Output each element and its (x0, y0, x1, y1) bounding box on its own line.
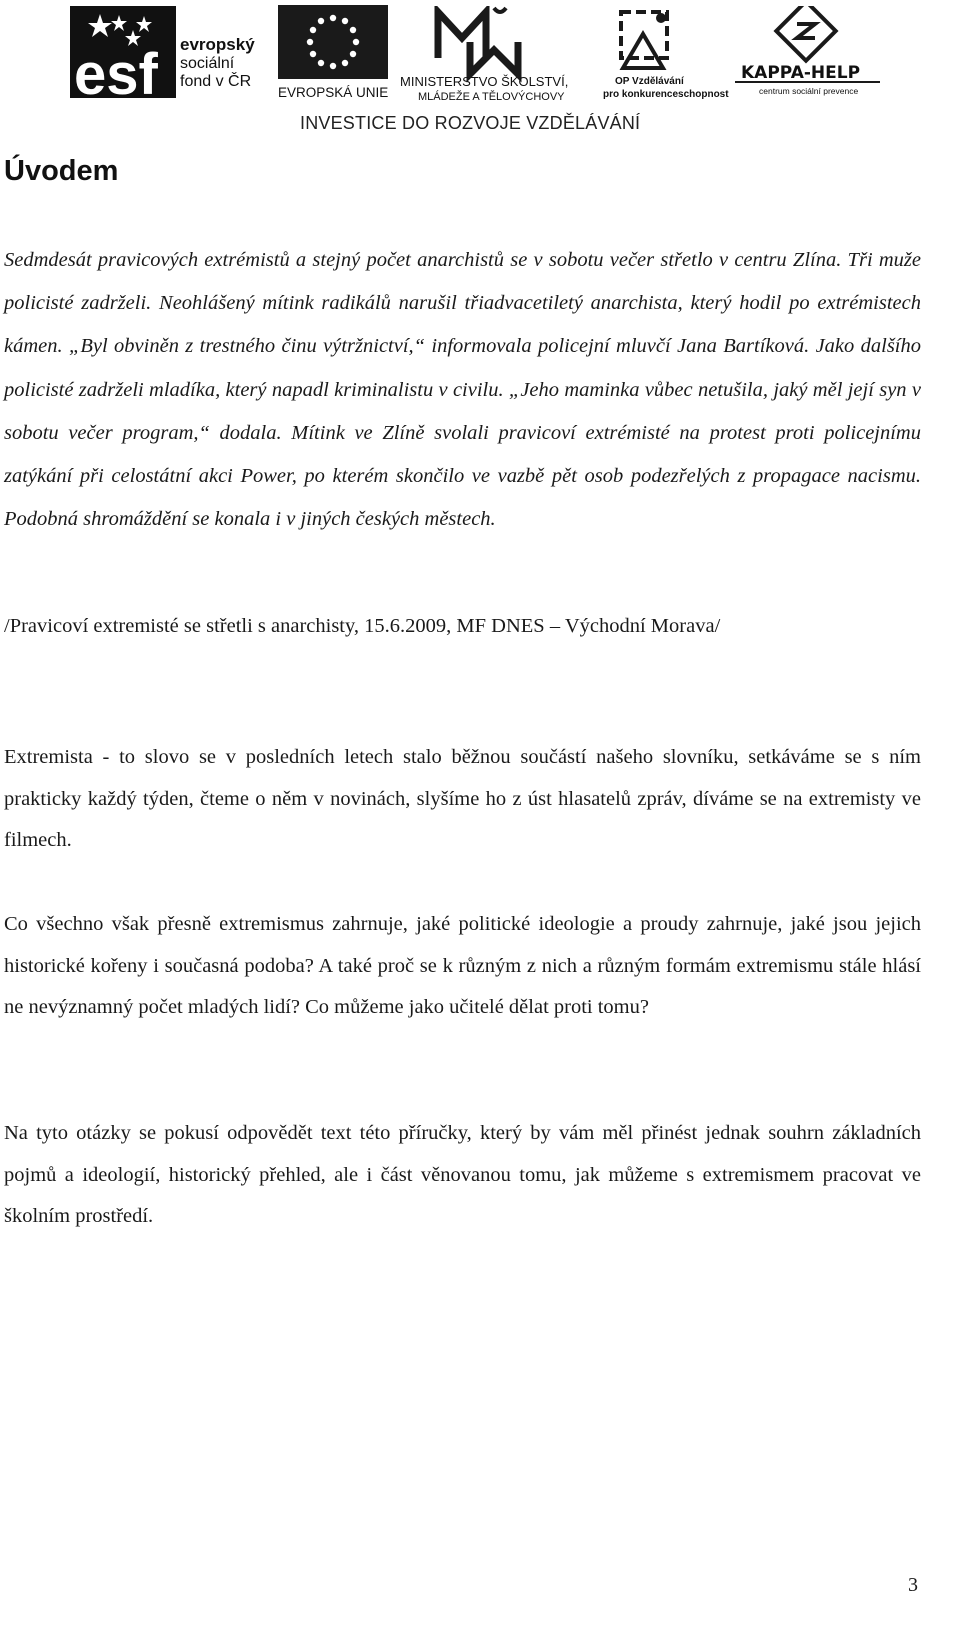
esf-logo (70, 6, 260, 98)
op-vzdelavani-logo (603, 8, 733, 100)
quote-source: /Pravicoví extremisté se střetli s anarchisty, 15.6.2009, MF DNES – Východní Morava/ (4, 615, 721, 637)
op-text-2: pro konkurenceschopnost (603, 89, 729, 100)
logo-strip (0, 0, 960, 140)
page-title: Úvodem (4, 155, 119, 187)
msmt-text-2: MLÁDEŽE A TĚLOVÝCHOVY (418, 91, 565, 102)
op-text-1: OP Vzdělávání (615, 76, 684, 87)
esf-text-2: sociální (180, 55, 235, 72)
body-paragraph-3: Na tyto otázky se pokusí odpovědět text této příručky, který by vám měl přinést jednak souhrn základních pojmů a ideologií, historický přehled, ale i část věnovanou tomu, jak můžeme s extremismem pracovat ve školním prostředí. (4, 1122, 921, 1227)
body-paragraph-1: Extremista - to slovo se v posledních letech stalo běžnou součástí našeho slovníku, setkáváme se s ním prakticky každý týden, čteme o něm v novinách, slyšíme ho z úst hlasatelů zpráv, díváme se na extremisty ve filmech. (4, 746, 921, 851)
esf-text-3: fond v ČR (180, 73, 252, 90)
kappa-help-logo (735, 6, 883, 98)
eu-flag-logo (278, 5, 398, 100)
investice-slogan: INVESTICE DO ROZVOJE VZDĚLÁVÁNÍ (300, 113, 641, 133)
eu-text: EVROPSKÁ UNIE (278, 85, 389, 100)
msmt-logo (400, 6, 595, 102)
svg-text:esf: esf (74, 42, 158, 98)
page-number: 3 (908, 1574, 918, 1596)
esf-text-1: evropský (180, 35, 255, 54)
msmt-text-1: MINISTERSTVO ŠKOLSTVÍ, (400, 74, 569, 89)
quote-paragraph: Sedmdesát pravicových extrémistů a stejný počet anarchistů se v sobotu večer střetlo v centru Zlína. Tři muže policisté zadrželi. Neohlášený mítink radikálů narušil třiadvacetiletý anarchista, který hodil po extrémistech kámen. „Byl obviněn z trestného činu výtržnictví,“ informovala policejní mluvčí Jana Bartíková. Jako dalšího policisté zadrželi mladíka, který napadl kriminalistu v civilu. „Jeho maminka vůbec netušila, jaký měl její syn v sobotu večer program,“ dodala. Mítink ve Zlíně svolali pravicoví extrémisté na protest proti policejnímu zatýkání při celostátní akci Power, po kterém skončilo ve vazbě pět osob podezřelých z propagace nacismu. Podobná shromáždění se konala i v jiných českých městech. (4, 249, 921, 531)
body-paragraph-2: Co všechno však přesně extremismus zahrnuje, jaké politické ideologie a proudy zahrnuje, jaké jsou jejich historické kořeny i současná podoba? A také proč se k různým z nich a různým formám extremismu stále hlásí ne nevýznamný počet mladých lidí? Co můžeme jako učitelé dělat proti tomu? (4, 913, 921, 1018)
kappa-text-1: KAPPA-HELP (741, 63, 861, 83)
kappa-text-2: centrum sociální prevence (759, 86, 859, 96)
